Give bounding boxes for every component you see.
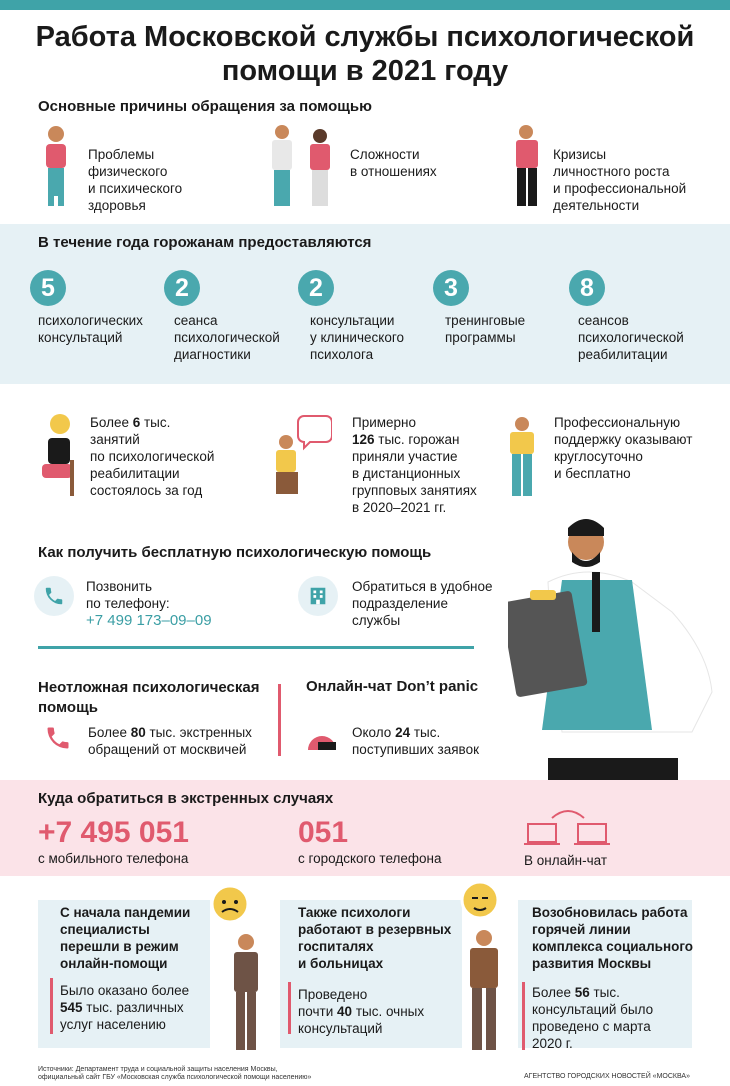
urgent-heading: Неотложная психологическая помощь bbox=[38, 679, 260, 716]
service-number: 8 bbox=[569, 270, 605, 306]
fact-support: Профессиональную поддержку оказывают круглосуточно и бесплатно bbox=[554, 415, 693, 481]
mobile-number[interactable]: +7 495 051 bbox=[38, 816, 189, 849]
reason-relations: Сложности в отношениях bbox=[350, 147, 437, 179]
man-stressed-illustration bbox=[508, 122, 546, 210]
laptops-icon bbox=[522, 806, 614, 848]
divider bbox=[50, 978, 53, 1034]
reasons-heading: Основные причины обращения за помощью bbox=[38, 98, 372, 115]
psychologist-illustration bbox=[508, 512, 722, 780]
box1-stat: Было оказано более 545 тыс. различных услуг населению bbox=[60, 983, 190, 1032]
building-icon bbox=[298, 576, 338, 616]
reason-crisis: Кризисы личностного роста и профессиональной деятельности bbox=[553, 147, 687, 213]
tired-man-illustration bbox=[450, 878, 522, 1056]
woman-smiley-illustration bbox=[36, 412, 82, 498]
divider bbox=[522, 982, 525, 1050]
service-label: сеансов психологической реабилитации bbox=[578, 313, 684, 362]
page-title: Работа Московской службы психологической помощи в 2021 году bbox=[35, 21, 695, 87]
chat-label[interactable]: В онлайн-чат bbox=[524, 853, 608, 868]
service-label: тренинговые программы bbox=[445, 313, 526, 345]
service-number: 2 bbox=[298, 270, 334, 306]
box2-stat: Проведено почти 40 тыс. очных консультаций bbox=[298, 987, 425, 1036]
sources: Источники: Департамент труда и социальной защиты населения Москвы, официальный сайт ГБУ «Московская служба психологической помощи населению» bbox=[38, 1066, 312, 1081]
service-number: 2 bbox=[164, 270, 200, 306]
chat-heading: Онлайн-чат Don’t panic bbox=[306, 678, 479, 695]
service-label: сеанса психологической диагностики bbox=[174, 313, 280, 362]
box2-heading: Также психологи работают в резервных госпиталях и больницах bbox=[298, 905, 452, 971]
call-label: Позвонить по телефону: bbox=[86, 579, 170, 611]
divider bbox=[288, 982, 291, 1034]
services-heading: В течение года горожанам предоставляются bbox=[38, 234, 372, 251]
service-number: 5 bbox=[30, 270, 66, 306]
woman-phone-illustration bbox=[500, 412, 546, 498]
reason-health: Проблемы физического и психического здоровья bbox=[88, 147, 183, 213]
couple-arguing-illustration bbox=[262, 122, 340, 210]
chat-helmet-icon bbox=[306, 728, 338, 754]
phone-ringing-icon bbox=[44, 724, 72, 752]
sad-man-illustration bbox=[200, 882, 278, 1056]
help-phone-number[interactable]: +7 499 173–09–09 bbox=[86, 612, 212, 629]
box3-stat: Более 56 тыс. консультаций было проведено с марта 2020 г. bbox=[532, 985, 654, 1051]
office-label: Обратиться в удобное подразделение службы bbox=[352, 579, 493, 628]
service-label: консультации у клинического психолога bbox=[310, 313, 404, 362]
how-heading: Как получить бесплатную психологическую помощь bbox=[38, 544, 432, 561]
agency-credit: АГЕНТСТВО ГОРОДСКИХ НОВОСТЕЙ «МОСКВА» bbox=[524, 1073, 690, 1080]
mobile-label: с мобильного телефона bbox=[38, 851, 189, 866]
city-number[interactable]: 051 bbox=[298, 816, 349, 849]
woman-headache-illustration bbox=[36, 122, 76, 210]
phone-icon bbox=[34, 576, 74, 616]
man-chat-illustration bbox=[262, 412, 332, 498]
box3-heading: Возобновилась работа горячей линии комплекса социального развития Москвы bbox=[532, 905, 694, 971]
service-number: 3 bbox=[433, 270, 469, 306]
box1-heading: С начала пандемии специалисты перешли в режим онлайн-помощи bbox=[60, 905, 191, 971]
city-label: с городского телефона bbox=[298, 851, 442, 866]
emergency-heading: Куда обратиться в экстренных случаях bbox=[38, 790, 334, 807]
top-bar bbox=[0, 0, 730, 10]
divider bbox=[278, 684, 281, 756]
divider bbox=[38, 646, 474, 649]
fact-rehab: Более 6 тыс. занятий по психологической реабилитации состоялось за год bbox=[90, 415, 215, 498]
service-label: психологических консультаций bbox=[38, 313, 143, 345]
urgent-stat: Более 80 тыс. экстренных обращений от москвичей bbox=[88, 725, 252, 757]
fact-remote: Примерно 126 тыс. горожан приняли участие в дистанционных групповых занятиях в 2020–2021 гг. bbox=[352, 415, 477, 515]
chat-stat: Около 24 тыс. поступивших заявок bbox=[352, 725, 479, 757]
